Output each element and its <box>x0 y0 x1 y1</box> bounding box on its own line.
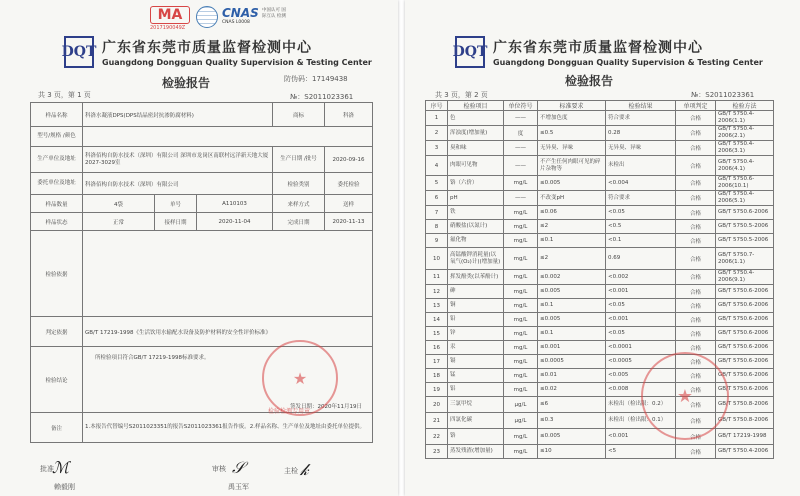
table-cell: 合格 <box>676 369 716 383</box>
table-cell: 砷 <box>448 285 504 299</box>
table-cell: 不改变pH <box>538 191 606 206</box>
qty-label: 样品数量 <box>31 195 83 213</box>
table-cell: ≤0.06 <box>538 206 606 220</box>
table-cell: 合格 <box>676 445 716 459</box>
table-cell: mg/L <box>504 234 538 248</box>
cnas-number: CNAS L0008 <box>222 20 250 25</box>
report-page-2 <box>405 0 800 496</box>
table-cell: <0.004 <box>606 176 676 191</box>
table-cell: GB/T 5750.6-2006(10.1) <box>716 176 774 191</box>
table-cell: ≤2 <box>538 220 606 234</box>
table-cell: pH <box>448 191 504 206</box>
table-row <box>426 313 774 327</box>
table-cell: ≤0.5 <box>538 126 606 141</box>
table-row <box>426 126 774 141</box>
test-label: 主检 <box>284 467 298 475</box>
org-name-cn: 广东省东莞市质量监督检测中心 <box>102 40 312 56</box>
table-cell: 13 <box>426 299 448 313</box>
report-page-1 <box>0 0 398 496</box>
table-cell: 合格 <box>676 126 716 141</box>
table-cell: GB/T 5750.6-2006 <box>716 313 774 327</box>
trademark-label: 商标 <box>273 103 325 127</box>
table-cell: 合格 <box>676 111 716 126</box>
table-cell: 11 <box>426 270 448 285</box>
table-cell: 22 <box>426 429 448 445</box>
table-cell: GB/T 5750.6-2006 <box>716 355 774 369</box>
maker-value: 科洛佰构自防水技术（深圳）有限公司 深圳市龙岗区南联村远洋新天地大厦2027-3029室 <box>83 147 273 173</box>
table-cell: mg/L <box>504 220 538 234</box>
org-name-en: Guangdong Dongguan Quality Supervision & Testing Center <box>102 58 372 67</box>
table-cell: 肉眼可见物 <box>448 156 504 176</box>
table-cell: ≤6 <box>538 397 606 413</box>
table-cell: <0.05 <box>606 299 676 313</box>
table-cell: 无异臭、异味 <box>538 141 606 156</box>
table-cell: 硝酸盐(以氮计) <box>448 220 504 234</box>
table-cell: <0.5 <box>606 220 676 234</box>
standard-value: GB/T 17219-1998《生活饮用水输配水设备及防护材料的安全性评价标准》 <box>83 317 373 347</box>
table-cell: <0.1 <box>606 234 676 248</box>
category-label: 检验类别 <box>273 173 325 195</box>
security-code: 防伪码：17149438 <box>284 75 348 83</box>
table-row <box>426 141 774 156</box>
table-cell: ≤0.005 <box>538 429 606 445</box>
table-cell: 未检出（检出限：0.1） <box>606 413 676 429</box>
table-cell: <0.05 <box>606 327 676 341</box>
remark-value: 1.本报告代替编号S2011023351的报告S2011023361报告作废。2.样品名称、生产单位及地址由委托单位提供。 <box>83 413 373 443</box>
table-cell: 8 <box>426 220 448 234</box>
sample-name-value: 科洛水凝液DPS(DPS结晶密封抗渗防腐材料) <box>83 103 273 127</box>
table-cell: 7 <box>426 206 448 220</box>
table-cell: mg/L <box>504 270 538 285</box>
table-cell: mg/L <box>504 429 538 445</box>
table-cell: GB/T 5750.8-2006 <box>716 413 774 429</box>
table-cell: 铁 <box>448 206 504 220</box>
stamp-star-icon: ★ <box>676 385 694 407</box>
table-cell: 2 <box>426 126 448 141</box>
maker-label: 生产单位及地址 <box>31 147 83 173</box>
table-cell: 无异臭、异味 <box>606 141 676 156</box>
table-cell: GB/T 5750.5-2006 <box>716 220 774 234</box>
table-cell: ≤0.1 <box>538 299 606 313</box>
table-cell: GB/T 5750.4-2006(4.1) <box>716 156 774 176</box>
table-row <box>426 234 774 248</box>
table-row <box>426 191 774 206</box>
table-cell: mg/L <box>504 248 538 270</box>
table-cell: 合格 <box>676 206 716 220</box>
table-cell: 19 <box>426 383 448 397</box>
table-row <box>426 176 774 191</box>
table-cell: 合格 <box>676 299 716 313</box>
cnas-mark <box>222 6 259 25</box>
table-row <box>426 156 774 176</box>
table-cell: 合格 <box>676 141 716 156</box>
table-cell: 未检出（检出限：0.2） <box>606 397 676 413</box>
table-cell: 合格 <box>676 355 716 369</box>
table-cell: ≤0.005 <box>538 285 606 299</box>
table-cell: ≤0.01 <box>538 369 606 383</box>
table-row <box>426 270 774 285</box>
sample-name-label: 样品名称 <box>31 103 83 127</box>
table-cell: 蒸发残渣(增加量) <box>448 445 504 459</box>
table-row <box>426 341 774 355</box>
review-label: 审核 <box>212 465 226 473</box>
table-cell: <0.005 <box>606 369 676 383</box>
inspection-stamp <box>641 352 729 440</box>
table-cell: 合格 <box>676 234 716 248</box>
table-cell: 合格 <box>676 313 716 327</box>
table-cell: <0.0005 <box>606 355 676 369</box>
header <box>452 36 763 68</box>
table-cell: 铅 <box>448 313 504 327</box>
table-cell: 锌 <box>448 327 504 341</box>
production-date-label: 生产日期 /批号 <box>273 147 325 173</box>
table-cell: 合格 <box>676 176 716 191</box>
table-cell: 1 <box>426 111 448 126</box>
table-cell: <0.0001 <box>606 341 676 355</box>
model-label: 型号/规格 /颜色 <box>31 127 83 147</box>
table-cell: <0.008 <box>606 383 676 397</box>
table-header-row <box>426 101 774 111</box>
table-cell: 合格 <box>676 191 716 206</box>
table-cell: GB/T 5750.8-2006 <box>716 397 774 413</box>
table-cell: 5 <box>426 176 448 191</box>
table-cell: mg/L <box>504 176 538 191</box>
table-cell: GB/T 5750.4-2006(2.1) <box>716 126 774 141</box>
table-cell: GB/T 5750.6-2006 <box>716 383 774 397</box>
cma-number: 2017190049Z <box>150 25 186 31</box>
table-cell: ≤0.02 <box>538 383 606 397</box>
remark-label: 备注 <box>31 413 83 443</box>
client-label: 委托单位及地址 <box>31 173 83 195</box>
table-row <box>426 206 774 220</box>
sign-date: 签发日期：2020年11月19日 <box>290 404 363 410</box>
table-cell: 6 <box>426 191 448 206</box>
table-cell: 度 <box>504 126 538 141</box>
state-value: 正常 <box>83 213 155 231</box>
stamp-star-icon: ★ <box>292 368 308 388</box>
table-cell: 合格 <box>676 341 716 355</box>
approve-label: 批准 <box>40 465 54 473</box>
approve-signature: ℳ <box>52 458 70 477</box>
table-row <box>426 429 774 445</box>
production-date-value: 2020-09-16 <box>325 147 373 173</box>
conclusion-label: 检验结论 <box>31 347 83 413</box>
table-cell: 三氯甲烷 <box>448 397 504 413</box>
table-row <box>426 285 774 299</box>
col-header: 检验结果 <box>606 101 676 111</box>
receive-label: 接样日期 <box>155 213 197 231</box>
table-row <box>426 299 774 313</box>
table-cell: GB/T 5750.4-2006(3.1) <box>716 141 774 156</box>
table-cell: ≤0.0005 <box>538 355 606 369</box>
col-header: 单位符号 <box>504 101 538 111</box>
table-cell: 12 <box>426 285 448 299</box>
table-cell: <5 <box>606 445 676 459</box>
stamp-text: 检验检测专用章 <box>268 408 311 415</box>
table-cell: 16 <box>426 341 448 355</box>
review-name: 禹玉军 <box>228 483 249 491</box>
table-cell: <0.05 <box>606 206 676 220</box>
table-cell: 10 <box>426 248 448 270</box>
page-info: 共 3 页，第 1 页 <box>38 91 91 99</box>
trademark-value: 科洛 <box>325 103 373 127</box>
table-cell: mg/L <box>504 313 538 327</box>
table-cell: ≤0.001 <box>538 341 606 355</box>
table-cell: 镉 <box>448 355 504 369</box>
table-row <box>426 220 774 234</box>
cnas-logo-text: CNAS <box>222 6 259 20</box>
table-cell: mg/L <box>504 383 538 397</box>
table-cell: 合格 <box>676 413 716 429</box>
col-header: 检验方法 <box>716 101 774 111</box>
col-header: 序号 <box>426 101 448 111</box>
table-cell: 4 <box>426 156 448 176</box>
sampling-label: 来样方式 <box>273 195 325 213</box>
table-cell: mg/L <box>504 299 538 313</box>
table-cell: —— <box>504 191 538 206</box>
table-cell: μg/L <box>504 397 538 413</box>
table-cell: 铬 <box>448 429 504 445</box>
report-number: №：S2011023361 <box>290 93 354 101</box>
table-cell: 色 <box>448 111 504 126</box>
dqt-logo-icon: DQT <box>64 36 94 68</box>
review-signature: 𝒮 <box>232 458 245 477</box>
table-cell: <0.001 <box>606 313 676 327</box>
inspection-stamp <box>262 340 338 416</box>
table-cell: 合格 <box>676 285 716 299</box>
sampling-value: 送样 <box>325 195 373 213</box>
org-name-en: Guangdong Dongguan Quality Supervision & Testing Center <box>493 58 763 67</box>
basis-label: 检验依据 <box>31 231 83 317</box>
table-cell: mg/L <box>504 327 538 341</box>
state-label: 样品状态 <box>31 213 83 231</box>
table-cell: mg/L <box>504 369 538 383</box>
table-cell: 17 <box>426 355 448 369</box>
table-cell: 高锰酸钾消耗量(以氧气(O₂)计)(增加量) <box>448 248 504 270</box>
table-row <box>426 111 774 126</box>
table-cell: 铬（六价） <box>448 176 504 191</box>
table-cell: 浑浊度(增加量) <box>448 126 504 141</box>
table-cell: GB/T 5750.6-2006 <box>716 299 774 313</box>
table-cell: —— <box>504 111 538 126</box>
col-header: 标准要求 <box>538 101 606 111</box>
table-cell: ≤0.002 <box>538 270 606 285</box>
table-cell: 不增加色度 <box>538 111 606 126</box>
conclusion-value: 所检验项目符合GB/T 17219-1998标准要求。 <box>95 355 210 361</box>
table-cell: GB/T 5750.6-2006 <box>716 341 774 355</box>
table-cell: 符合要求 <box>606 111 676 126</box>
table-cell: 不产生任何肉眼可见的碎片杂物等 <box>538 156 606 176</box>
table-cell: ≤0.1 <box>538 234 606 248</box>
model-value <box>83 127 373 147</box>
table-cell: mg/L <box>504 445 538 459</box>
table-cell: GB/T 17219-1998 <box>716 429 774 445</box>
table-cell: 合格 <box>676 270 716 285</box>
table-row <box>426 445 774 459</box>
table-cell: 合格 <box>676 156 716 176</box>
cert-labels: 中国认可 国际互认 检测 <box>262 8 286 19</box>
table-cell: mg/L <box>504 355 538 369</box>
table-cell: mg/L <box>504 285 538 299</box>
table-cell: 合格 <box>676 397 716 413</box>
finish-label: 完成日期 <box>273 213 325 231</box>
table-cell: ≤0.005 <box>538 313 606 327</box>
table-cell: 18 <box>426 369 448 383</box>
table-cell: 铜 <box>448 299 504 313</box>
table-cell: GB/T 5750.4-2006 <box>716 445 774 459</box>
cma-logo-text: MA <box>150 6 190 24</box>
table-cell: GB/T 5750.6-2006 <box>716 285 774 299</box>
table-cell: 合格 <box>676 383 716 397</box>
standard-label: 判定依据 <box>31 317 83 347</box>
table-cell: 0.28 <box>606 126 676 141</box>
table-cell: GB/T 5750.6-2006 <box>716 206 774 220</box>
table-cell: ≤0.1 <box>538 327 606 341</box>
table-cell: 合格 <box>676 429 716 445</box>
table-cell: 21 <box>426 413 448 429</box>
table-cell: 14 <box>426 313 448 327</box>
report-title: 检验报告 <box>162 76 211 90</box>
table-cell: <0.001 <box>606 429 676 445</box>
table-cell: 3 <box>426 141 448 156</box>
table-cell: <0.001 <box>606 285 676 299</box>
table-cell: mg/L <box>504 341 538 355</box>
order-value: A110103 <box>197 195 273 213</box>
table-cell: mg/L <box>504 206 538 220</box>
client-value: 科洛佰构自防水技术（深圳）有限公司 <box>83 173 273 195</box>
table-cell: 铝 <box>448 383 504 397</box>
table-cell: GB/T 5750.5-2006 <box>716 234 774 248</box>
table-cell: 合格 <box>676 220 716 234</box>
table-cell: 锰 <box>448 369 504 383</box>
table-cell: 合格 <box>676 327 716 341</box>
table-cell: ≤10 <box>538 445 606 459</box>
report-number: №：S2011023361 <box>691 91 755 99</box>
table-cell: 未检出 <box>606 156 676 176</box>
table-cell: GB/T 5750.6-2006 <box>716 369 774 383</box>
table-cell: 9 <box>426 234 448 248</box>
table-cell: 15 <box>426 327 448 341</box>
table-row <box>426 248 774 270</box>
table-cell: <0.002 <box>606 270 676 285</box>
table-cell: ≤0.005 <box>538 176 606 191</box>
qty-value: 4袋 <box>83 195 155 213</box>
table-cell: GB/T 5750.4-2006(9.1) <box>716 270 774 285</box>
category-value: 委托检验 <box>325 173 373 195</box>
table-cell: 20 <box>426 397 448 413</box>
org-name-cn: 广东省东莞市质量监督检测中心 <box>493 40 703 56</box>
table-cell: 挥发酚类(以苯酚计) <box>448 270 504 285</box>
table-cell: 符合要求 <box>606 191 676 206</box>
receive-value: 2020-11-04 <box>197 213 273 231</box>
col-header: 检验项目 <box>448 101 504 111</box>
header <box>61 36 372 68</box>
table-cell: 0.69 <box>606 248 676 270</box>
col-header: 单项判定 <box>676 101 716 111</box>
order-label: 单号 <box>155 195 197 213</box>
globe-icon <box>196 6 218 28</box>
table-cell: —— <box>504 141 538 156</box>
table-cell: 臭和味 <box>448 141 504 156</box>
report-title: 检验报告 <box>565 74 614 88</box>
table-cell: μg/L <box>504 413 538 429</box>
table-cell: ≤2 <box>538 248 606 270</box>
table-cell: GB/T 5750.6-2006 <box>716 327 774 341</box>
page-info: 共 3 页，第 2 页 <box>435 91 488 99</box>
table-row <box>426 327 774 341</box>
approve-name: 赖毅刚 <box>54 483 75 491</box>
table-cell: 合格 <box>676 248 716 270</box>
dqt-logo-icon: DQT <box>455 36 485 68</box>
table-cell: 汞 <box>448 341 504 355</box>
table-cell: 氟化物 <box>448 234 504 248</box>
table-cell: GB/T 5750.7-2006(1.1) <box>716 248 774 270</box>
table-cell: GB/T 5750.4-2006(5.1) <box>716 191 774 206</box>
finish-value: 2020-11-13 <box>325 213 373 231</box>
table-cell: 四氯化碳 <box>448 413 504 429</box>
table-cell: ≤0.3 <box>538 413 606 429</box>
table-row <box>426 355 774 369</box>
cma-mark <box>150 6 190 31</box>
table-cell: GB/T 5750.4-2006(1.1) <box>716 111 774 126</box>
test-signature: 𝓀 <box>300 460 309 479</box>
table-cell: —— <box>504 156 538 176</box>
table-cell: 23 <box>426 445 448 459</box>
